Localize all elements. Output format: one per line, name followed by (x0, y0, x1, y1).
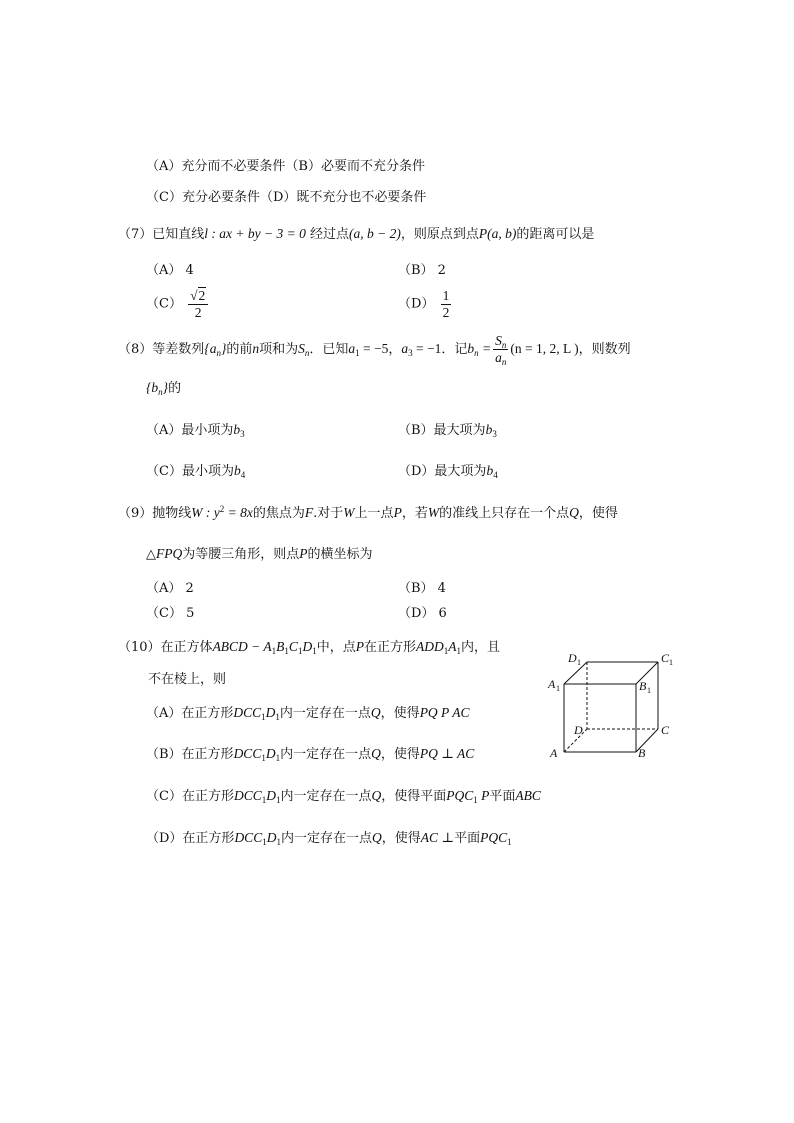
svg-text:1: 1 (556, 684, 560, 693)
q8-option-c: （C）最小项为$b_4$ (146, 463, 246, 480)
q10-stem: （10）在正方体ABCD − $A_1B_1C_1D_1$中，点P在正方形$ADD_1A_1$内，且 (118, 639, 500, 656)
q8-option-d: （D）最大项为$b_4$ (398, 463, 498, 480)
q7-stem: （7）已知直线l : ax + by − 3 = 0 经过点(a, b − 2)，则原点到点P(a, b)的距离可以是 (118, 226, 595, 242)
q9-option-b: （B） 4 (398, 581, 446, 596)
svg-text:1: 1 (669, 658, 673, 667)
label-c1: C (661, 651, 670, 665)
label-a1: A (548, 677, 556, 691)
q7-option-a: （A） 4 (146, 263, 194, 278)
q9-stem-cont: △FPQ为等腰三角形，则点P的横坐标为 (146, 546, 373, 562)
q9-option-d: （D） 6 (398, 606, 447, 621)
label-d1: D (568, 651, 577, 665)
q9-option-a: （A） 2 (146, 581, 194, 596)
q6-options-ab: （A）充分而不必要条件（B）必要而不充分条件 (146, 159, 425, 174)
q8-option-a: （A）最小项为$b_3$ (146, 422, 245, 439)
q8-stem-cont: $\{b_n\}$的 (146, 380, 182, 397)
q10-option-c: （C）在正方形$DCC_1D_1$内一定存在一点Q，使得平面$PQC_1$ P平面ABC (146, 788, 541, 805)
q10-stem-cont: 不在棱上，则 (148, 672, 227, 687)
q9-option-c: （C） 5 (146, 606, 195, 621)
svg-text:1: 1 (577, 658, 581, 667)
q7-option-c: （C） $\frac{√2}{2}$ (146, 288, 210, 321)
label-a: A (550, 746, 558, 760)
q10-option-b: （B）在正方形$DCC_1D_1$内一定存在一点Q，使得PQ ⊥ AC (146, 746, 475, 763)
q8-option-b: （B）最大项为$b_3$ (398, 422, 497, 439)
label-b1: B (639, 679, 647, 693)
label-c: C (661, 723, 670, 737)
svg-text:1: 1 (647, 686, 651, 695)
label-d: D (574, 723, 583, 737)
q10-option-a: （A）在正方形$DCC_1D_1$内一定存在一点Q，使得PQ P AC (146, 705, 470, 722)
q7-option-b: （B） 2 (398, 263, 446, 278)
q7-option-d: （D） $\frac{1}{2}$ (398, 288, 450, 320)
q9-stem: （9）抛物线W : $y^2 = 8x$的焦点为F.对于W上一点P，若W的准线上只存在一个点Q，使得 (118, 504, 618, 521)
q8-stem: （8）等差数列$\{a_n\}$的前n项和为$S_n$．已知$a_1 = -5$，$a_3 = -1$．记$b_n$ = $\frac{S_n}{a_n}$ (n = 1, 2, L )，则数列 (118, 333, 631, 367)
q6-options-cd: （C）充分必要条件（D）既不充分也不必要条件 (146, 190, 427, 205)
cube-figure (540, 645, 680, 765)
label-b: B (638, 746, 646, 760)
q10-option-d: （D）在正方形$DCC_1D_1$内一定存在一点Q，使得AC ⊥平面$PQC_1$ (146, 830, 512, 847)
